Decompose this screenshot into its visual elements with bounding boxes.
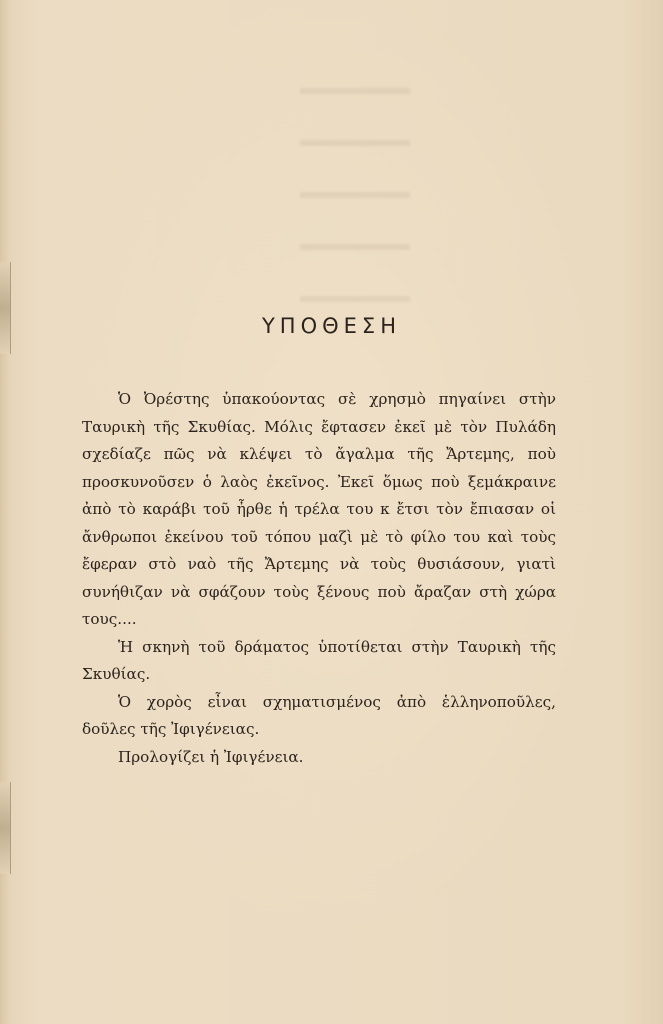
- paragraph-plot: Ὁ Ὀρέστης ὑπακούοντας σὲ χρησμὸ πηγαίνει στὴν Ταυρικὴ τῆς Σκυθίας. Μόλις ἔφτασεν ἐκεῖ μὲ τὸν Πυλάδη σχεδίαζε πῶς νὰ κλέψει τὸ ἄγαλμα τῆς Ἄρτεμης, ποὺ προσκυνοῦσεν ὁ λαὸς ἐκεῖνος. Ἐκεῖ ὅμως ποὺ ξεμάκραινε ἀπὸ τὸ καράβι τοῦ ἦρθε ἡ τρέλα του κ ἔτσι τὸν ἔπιασαν οἱ ἄνθρωποι ἐκείνου τοῦ τόπου μαζὶ μὲ τὸ φίλο του καὶ τοὺς ἔφεραν στὸ ναὸ τῆς Ἄρτεμης νὰ τοὺς θυσιάσουν, γιατὶ συνήθιζαν νὰ σφάζουν τοὺς ξένους ποὺ ἄραζαν στὴ χώρα τους....: [82, 390, 556, 628]
- binding-edge-mark-top: [0, 262, 11, 354]
- paragraph-chorus: Ὁ χορὸς εἶναι σχηματισμένος ἀπὸ ἑλληνοποῦλες, δοῦλες τῆς Ἰφιγένειας.: [82, 692, 556, 738]
- synopsis-text: [82, 386, 556, 771]
- paragraph-prologue: Προλογίζει ἡ Ἰφιγένεια.: [118, 747, 304, 766]
- binding-edge-mark-bottom: [0, 782, 11, 874]
- show-through-text: [300, 60, 410, 320]
- page-title: ΥΠΟΘΕΣΗ: [261, 314, 401, 338]
- paragraph-setting: Ἡ σκηνὴ τοῦ δράματος ὑποτίθεται στὴν Ταυρικὴ τῆς Σκυθίας.: [82, 637, 556, 683]
